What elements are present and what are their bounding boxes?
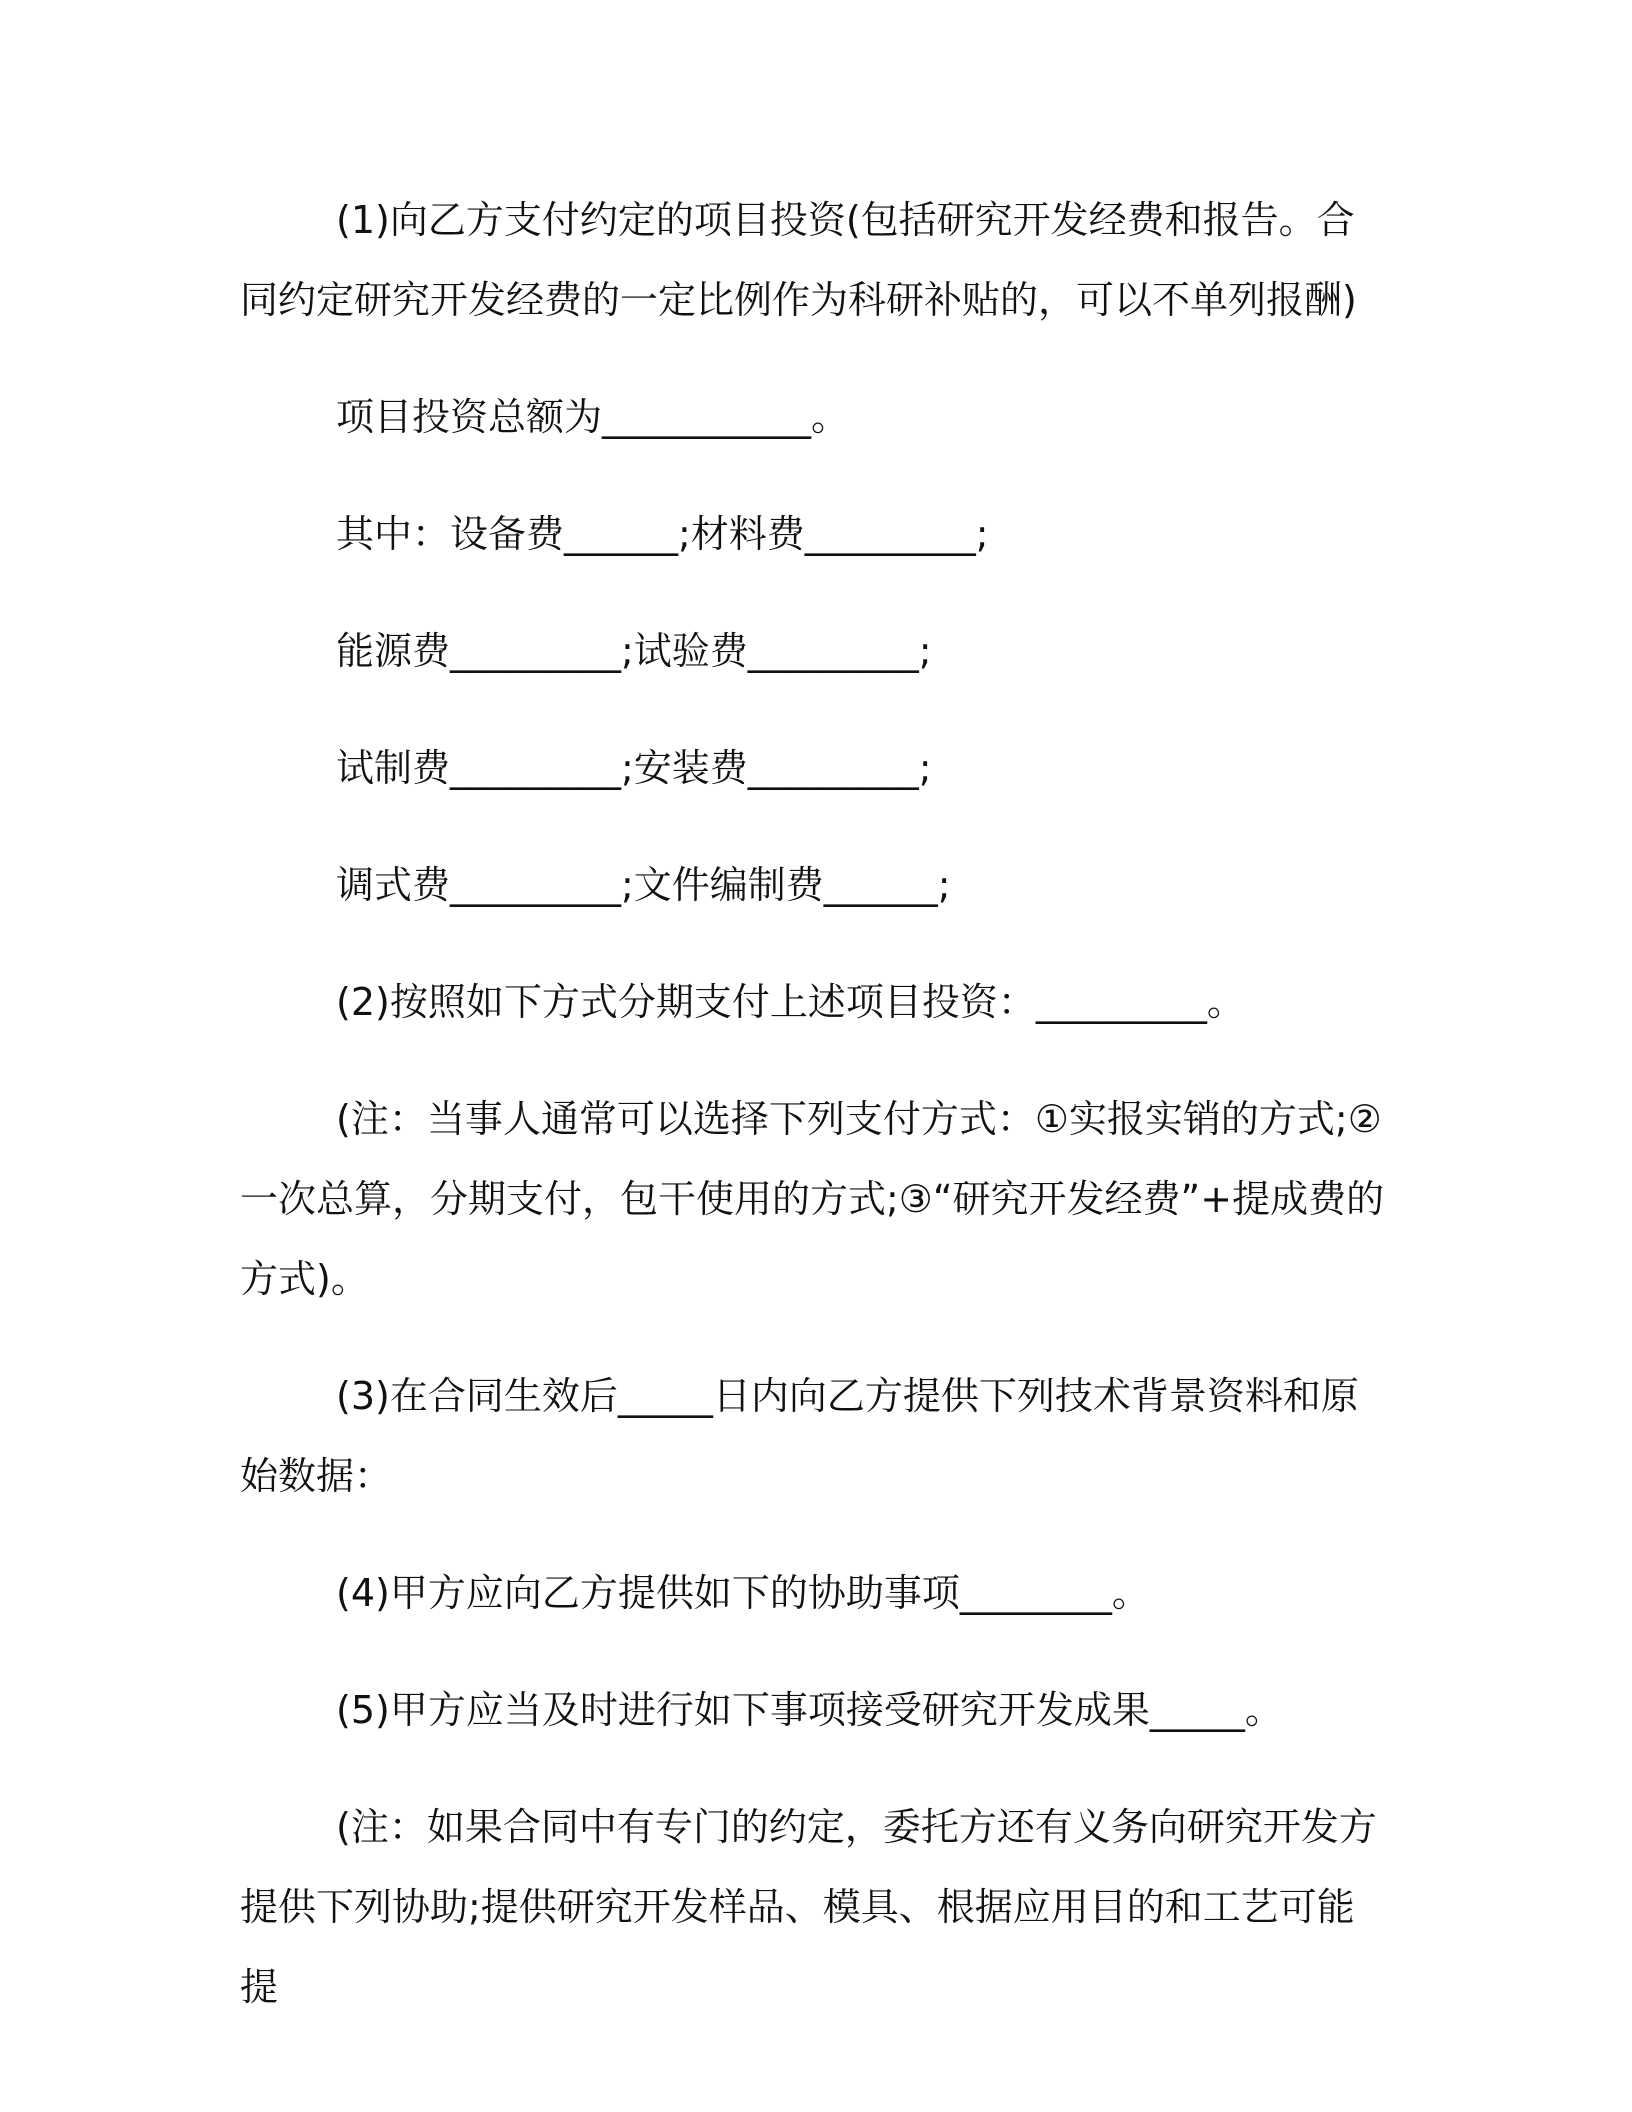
paragraph-equipment-materials: 其中：设备费______;材料费_________; [336,512,989,556]
paragraph-debugging-documents: 调式费_________;文件编制费______; [336,863,951,907]
paragraph-contract-note: (注：如果合同中有专门的约定，委托方还有义务向研究开发方提供下列协助;提供研究开发样品、模具、根据应用目的和工艺可能提 [240,1805,1377,2009]
paragraph-total-amount: 项目投资总额为___________。 [336,395,850,439]
paragraph-energy-testing: 能源费_________;试验费_________; [336,629,932,673]
paragraph-background-data: (3)在合同生效后_____日内向乙方提供下列技术背景资料和原始数据： [240,1374,1359,1498]
paragraph-project-investment: (1)向乙方支付约定的项目投资(包括研究开发经费和报告。合同约定研究开发经费的一定比例作为科研补贴的，可以不单列报酬) [240,198,1357,322]
paragraph-accept-results: (5)甲方应当及时进行如下事项接受研究开发成果_____。 [336,1688,1283,1732]
paragraph-payment-note: (注：当事人通常可以选择下列支付方式：①实报实销的方式;②一次总算，分期支付，包干使用的方式;③“研究开发经费”+提成费的方式)。 [240,1097,1385,1301]
paragraph-assistance-items: (4)甲方应向乙方提供如下的协助事项________。 [336,1571,1150,1615]
document-body [240,180,1390,2064]
paragraph-installment-payment: (2)按照如下方式分期支付上述项目投资：_________。 [336,980,1245,1024]
paragraph-trial-installation: 试制费_________;安装费_________; [336,746,932,790]
